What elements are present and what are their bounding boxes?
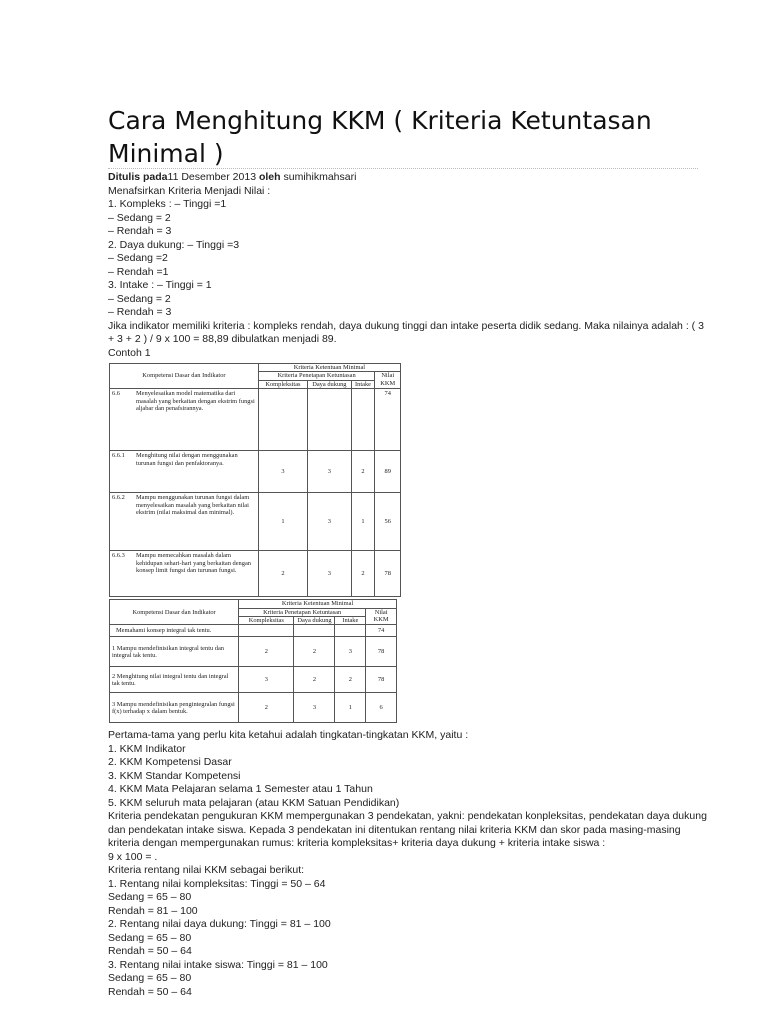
th-kompleksitas: Kompleksitas	[258, 380, 307, 388]
table-row	[110, 693, 397, 723]
table-row	[110, 493, 401, 551]
value-cell: 3	[239, 667, 294, 693]
value-cell: 2	[335, 667, 366, 693]
value-cell	[351, 389, 375, 451]
value-cell	[258, 389, 307, 451]
level-item: 5. KKM seluruh mata pelajaran (atau KKM Satuan Pendidikan)	[108, 796, 400, 809]
intro-line: 3. Intake : – Tinggi = 1	[108, 279, 212, 291]
range-line: Sedang = 65 – 80	[108, 891, 192, 904]
byline-author[interactable]: sumihikmahsari	[283, 171, 357, 183]
intro-line: 1. Kompleks : – Tinggi =1	[108, 198, 227, 210]
value-cell: 2	[294, 637, 335, 667]
range-line: 2. Rentang nilai daya dukung: Tinggi = 81 – 100	[108, 918, 331, 931]
value-cell	[294, 625, 335, 637]
th-nilai-kkm: Nilai KKM	[366, 608, 397, 625]
kkm-table-1	[109, 363, 401, 597]
th-nilai-kkm: Nilai KKM	[375, 372, 401, 389]
kd-number: 6.6.2	[112, 494, 125, 502]
value-cell: 2	[239, 693, 294, 723]
value-cell: 2	[294, 667, 335, 693]
kd-description: Mampu menggunakan turunan fungsi dalam menyelesaikan masalah yang berkaitan nilai ekstrim (nilai maksimal dan minimal).	[136, 494, 250, 517]
value-cell: 3	[308, 451, 352, 493]
levels-intro: Pertama-tama yang perlu kita ketahui adalah tingkatan-tingkatan KKM, yaitu :	[108, 729, 469, 742]
page-title: Cara Menghitung KKM ( Kriteria Ketuntasan Minimal )	[108, 106, 652, 168]
example-paragraph: Jika indikator memiliki kriteria : kompleks rendah, daya dukung tinggi dan intake peserta didik sedang. Maka nilainya adalah : ( 3 + 3 + 2 ) / 9 x 100 = 88,89 dibulatkan menjadi 89.	[108, 319, 704, 345]
contoh-label: Contoh 1	[108, 346, 151, 359]
th-kriteria-ketentuan: Kriteria Ketentuan Minimal	[258, 364, 400, 372]
value-cell: 74	[375, 389, 401, 451]
value-cell: 3	[308, 493, 352, 551]
intro-list	[108, 185, 708, 320]
intro-line: – Rendah = 3	[108, 225, 172, 237]
byline-by: oleh	[258, 171, 281, 183]
th-daya-dukung: Daya dukung	[294, 617, 335, 625]
range-line: Rendah = 50 – 64	[108, 985, 192, 998]
th-kriteria-penetapan: Kriteria Penetapan Ketuntasan	[239, 608, 366, 616]
range-line: 3. Rentang nilai intake siswa: Tinggi = 81 – 100	[108, 958, 328, 971]
th-kompleksitas: Kompleksitas	[239, 617, 294, 625]
value-cell: 2	[239, 637, 294, 667]
kd-description: Menghitung nilai dengan menggunakan turunan fungsi dan penfaktoranya.	[136, 452, 238, 467]
level-item: 1. KKM Indikator	[108, 742, 186, 755]
levels-list	[108, 743, 708, 811]
value-cell: 2	[351, 551, 375, 597]
level-item: 2. KKM Kompetensi Dasar	[108, 756, 232, 769]
intro-line: – Sedang = 2	[108, 211, 171, 224]
value-cell: 2	[351, 451, 375, 493]
kd-cell	[110, 451, 259, 493]
value-cell: 3	[294, 693, 335, 723]
approach-paragraph: Kriteria pendekatan pengukuran KKM mempergunakan 3 pendekatan, yakni: pendekatan konpleksitas, pendekatan daya dukung dan pendekatan intake siswa. Kepada 3 pendekatan ini ditentukan rentang nilai kriteria KKM dan skor pada masing-masing kriteria dengan mempergunakan rumus: kriteria kompleksitas+ kriteria daya dukung + kriteria intake siswa :	[108, 810, 707, 850]
range-line: Kriteria rentang nilai KKM sebagai berikut:	[108, 864, 305, 877]
kkm-table-2	[109, 599, 397, 723]
kd-description: Menyelesaikan model matematika dari masalah yang berkaitan dengan ekstrim fungsi aljabar dan penafsirannya.	[136, 390, 255, 413]
table-row	[110, 451, 401, 493]
table-row	[110, 389, 401, 451]
value-cell: 78	[366, 667, 397, 693]
kd-cell	[110, 493, 259, 551]
formula-line: 9 x 100 = .	[108, 850, 158, 863]
article-body	[108, 171, 708, 999]
value-cell: 3	[335, 637, 366, 667]
kd-description: 3 Mampu mendefinisikan pengintegralan fungsi f(x) terhadap x dalam bentuk.	[110, 693, 239, 723]
kd-number: 6.6	[112, 390, 120, 398]
value-cell: 89	[375, 451, 401, 493]
value-cell: 78	[375, 551, 401, 597]
value-cell: 3	[308, 551, 352, 597]
table-row	[110, 667, 397, 693]
th-daya-dukung: Daya dukung	[308, 380, 352, 388]
value-cell: 3	[258, 451, 307, 493]
th-kd: Kompetensi Dasar dan Indikator	[110, 364, 259, 389]
range-line: 1. Rentang nilai kompleksitas: Tinggi = 50 – 64	[108, 877, 326, 890]
kd-cell	[110, 389, 259, 451]
intro-line: – Sedang = 2	[108, 292, 171, 305]
table-row	[110, 625, 397, 637]
value-cell: 2	[258, 551, 307, 597]
table-1-body	[110, 389, 401, 597]
intro-line: – Sedang =2	[108, 252, 168, 264]
kd-number: 6.6.1	[112, 452, 125, 460]
value-cell	[308, 389, 352, 451]
value-cell	[335, 625, 366, 637]
value-cell: 74	[366, 625, 397, 637]
kd-description: Mampu memecahkan masalah dalam kehidupan sehari-hari yang berkaitan dengan konsep limit fungsi dan turunan fungsi.	[136, 552, 251, 575]
th-intake: Intake	[351, 380, 375, 388]
range-line: Sedang = 65 – 80	[108, 931, 192, 944]
kd-description: 1 Mampu mendefinisikan integral tentu dan integral tak tentu.	[110, 637, 239, 667]
value-cell: 1	[351, 493, 375, 551]
value-cell: 1	[258, 493, 307, 551]
byline-prefix: Ditulis pada	[108, 171, 168, 183]
kd-number: 6.6.3	[112, 552, 125, 560]
range-line: Rendah = 50 – 64	[108, 945, 192, 958]
level-item: 4. KKM Mata Pelajaran selama 1 Semester atau 1 Tahun	[108, 783, 373, 796]
intro-line: – Rendah =1	[108, 265, 169, 278]
title-divider	[108, 168, 698, 169]
th-kriteria-ketentuan: Kriteria Ketentuan Minimal	[239, 600, 397, 608]
intro-line: – Rendah = 3	[108, 306, 172, 318]
value-cell: 78	[366, 637, 397, 667]
value-cell: 56	[375, 493, 401, 551]
intro-line: Menafsirkan Kriteria Menjadi Nilai :	[108, 184, 271, 197]
kd-cell	[110, 551, 259, 597]
range-line: Sedang = 65 – 80	[108, 972, 192, 985]
value-cell: 1	[335, 693, 366, 723]
range-line: Rendah = 81 – 100	[108, 904, 198, 917]
intro-line: 2. Daya dukung: – Tinggi =3	[108, 238, 240, 251]
byline-date[interactable]: 11 Desember 2013	[167, 171, 257, 183]
table-2-body	[110, 625, 397, 723]
th-kriteria-penetapan: Kriteria Penetapan Ketuntasan	[258, 372, 375, 380]
th-intake: Intake	[335, 617, 366, 625]
kd-description: Memahami konsep integral tak tentu.	[110, 625, 239, 637]
table-row	[110, 637, 397, 667]
level-item: 3. KKM Standar Kompetensi	[108, 769, 241, 782]
byline	[108, 171, 708, 185]
kd-description: 2 Menghitung nilai integral tentu dan integral tak tentu.	[110, 667, 239, 693]
th-kd: Kompetensi Dasar dan Indikator	[110, 600, 239, 625]
value-cell	[239, 625, 294, 637]
ranges-list	[108, 864, 708, 999]
table-row	[110, 551, 401, 597]
value-cell: 6	[366, 693, 397, 723]
